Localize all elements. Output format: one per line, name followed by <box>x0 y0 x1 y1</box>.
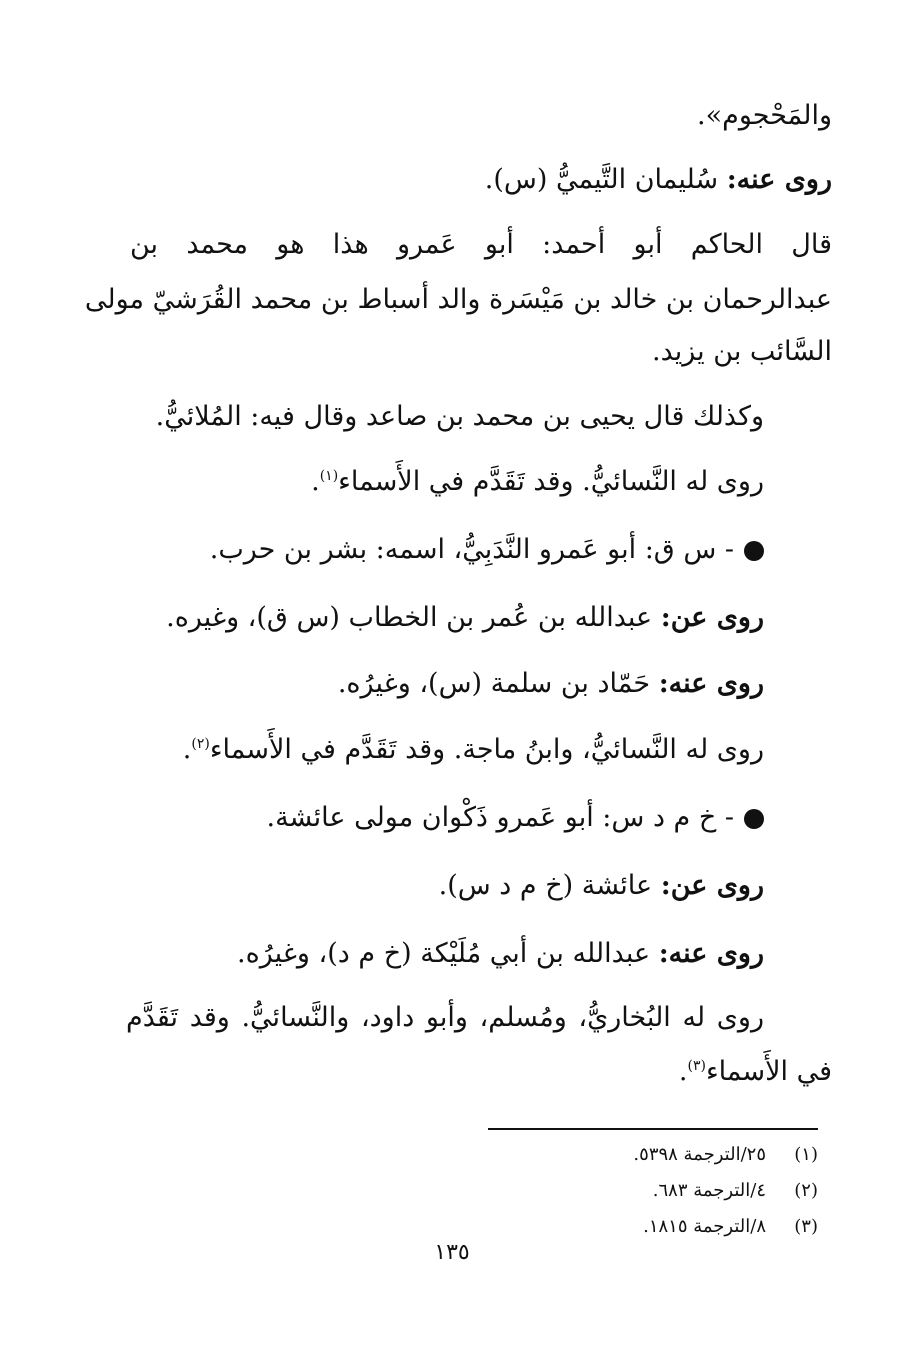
line-text: السَّائب بن يزيد. <box>652 336 832 367</box>
line-text: وكذلك قال يحيى بن محمد بن صاعد وقال فيه: المُلائيُّ. <box>155 401 764 432</box>
footnote-marker: (٣) <box>687 1058 706 1074</box>
footnote <box>633 1142 818 1168</box>
text-line <box>110 397 764 437</box>
text-line <box>110 332 832 372</box>
footnote-text: ٤/الترجمة ٦٨٣. <box>652 1180 766 1201</box>
narrated-from-line <box>110 598 764 638</box>
line-text: - س ق: أبو عَمرو النَّدَبِيُّ، اسمه: بشر بن حرب. <box>209 534 734 565</box>
footnote-marker: (٢) <box>191 736 210 752</box>
bullet-icon <box>744 809 764 829</box>
footnote-divider <box>488 1128 818 1130</box>
narrators-from-line <box>110 664 764 704</box>
footnote-text: ٨/الترجمة ١٨١٥. <box>643 1216 766 1237</box>
label-narrated-from-him: روى عنه: <box>658 668 764 699</box>
label-narrated-from-him: روى عنه: <box>658 938 764 969</box>
text-line <box>84 280 832 320</box>
entry-heading <box>110 798 764 838</box>
footnote <box>643 1214 818 1240</box>
narrators-from-line <box>110 934 764 974</box>
footnote-marker: (١) <box>319 468 339 484</box>
label-narrated-from-him: روى عنه: <box>726 164 832 195</box>
line-text: روى له النَّسائيُّ. وقد تَقَدَّم في الأَسماء <box>338 466 764 497</box>
footnote-number: (٣) <box>794 1216 818 1237</box>
line-text: روى له البُخاريُّ، ومُسلم، وأبو داود، والنَّسائيُّ. وقد تَقَدَّم <box>126 1002 764 1033</box>
text-line: روى له النَّسائيُّ، وابنُ ماجة. وقد تَقَدَّم في الأَسماء$^{(٢)}$. <box>182 734 764 765</box>
line-text: روى له النَّسائيُّ، وابنُ ماجة. وقد تَقَدَّم في الأَسماء <box>209 734 764 765</box>
bullet-icon <box>744 541 764 561</box>
text-line <box>126 998 764 1038</box>
footnote <box>653 1178 818 1204</box>
text-line <box>130 225 832 265</box>
text-line: في الأَسماء$^{(٣)}$. <box>678 1056 832 1087</box>
narrated-from-line <box>110 866 764 906</box>
text-line: روى له النَّسائيُّ. وقد تَقَدَّم في الأَسماء$^{(١)}$. <box>311 466 764 497</box>
footnote-number: (١) <box>794 1144 818 1165</box>
narrators-from-line <box>110 160 832 200</box>
footnote-text: ٢٥/الترجمة ٥٣٩٨. <box>633 1144 766 1165</box>
line-text: سُليمان التَّيميُّ (س). <box>484 164 719 195</box>
line-text: في الأَسماء <box>705 1056 832 1087</box>
line-text: - خ م د س: أبو عَمرو ذَكْوان مولى عائشة. <box>266 802 734 833</box>
page-number: ١٣٥ <box>434 1240 470 1265</box>
footnote-number: (٢) <box>794 1180 818 1201</box>
line-text: عبدالله بن عُمر بن الخطاب (س ق)، وغيره. <box>166 602 653 633</box>
entry-heading <box>110 530 764 570</box>
label-narrated-from: روى عن: <box>660 870 764 901</box>
line-text: قال الحاكم أبو أحمد: أبو عَمرو هذا هو محمد بن <box>130 229 832 260</box>
text-line <box>110 96 832 136</box>
line-text: عائشة (خ م د س). <box>438 870 653 901</box>
line-text: والمَحْجوم». <box>697 100 832 131</box>
line-text: عبدالله بن أبي مُلَيْكة (خ م د)، وغيرُه. <box>237 938 651 969</box>
label-narrated-from: روى عن: <box>660 602 764 633</box>
line-text: عبدالرحمان بن خالد بن مَيْسَرة والد أسباط بن محمد القُرَشيّ مولى <box>84 284 832 315</box>
line-text: حَمّاد بن سلمة (س)، وغيرُه. <box>337 668 651 699</box>
